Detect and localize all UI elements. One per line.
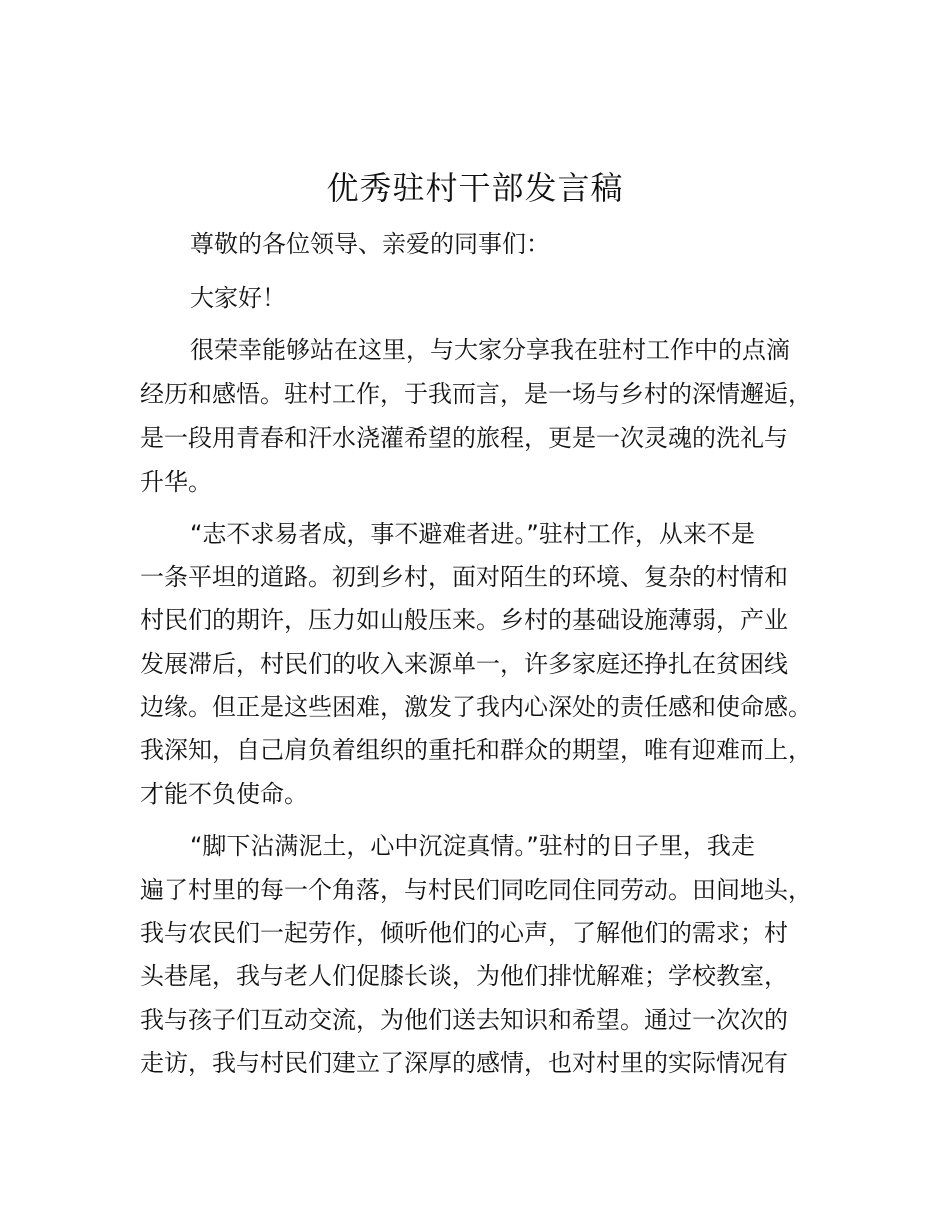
document-title: 优秀驻村干部发言稿 xyxy=(326,169,624,207)
paragraph-1-line-3: 是一段用青春和汗水浇灌希望的旅程，更是一次灵魂的洗礼与 xyxy=(140,424,788,452)
paragraph-3-line-3: 我与农民们一起劳作，倾听他们的心声，了解他们的需求；村 xyxy=(140,919,788,947)
paragraph-3-line-4: 头巷尾，我与老人们促膝长谈，为他们排忧解难；学校教室， xyxy=(140,962,788,990)
paragraph-2-line-7: 才能不负使命。 xyxy=(140,780,308,808)
paragraph-2-line-2: 一条平坦的道路。初到乡村，面对陌生的环境、复杂的村情和 xyxy=(140,563,788,591)
paragraph-3-line-1: “脚下沾满泥土，心中沉淀真情。”驻村的日子里，我走 xyxy=(190,832,755,860)
salutation-line: 尊敬的各位领导、亲爱的同事们： xyxy=(190,230,550,258)
paragraph-1-line-1: 很荣幸能够站在这里，与大家分享我在驻村工作中的点滴 xyxy=(190,336,790,364)
paragraph-3-line-6: 走访，我与村民们建立了深厚的感情，也对村里的实际情况有 xyxy=(140,1049,788,1077)
paragraph-1-line-2: 经历和感悟。驻村工作，于我而言，是一场与乡村的深情邂逅， xyxy=(140,380,812,408)
paragraph-1-line-4: 升华。 xyxy=(140,468,212,496)
paragraph-2-line-3: 村民们的期许，压力如山般压来。乡村的基础设施薄弱，产业 xyxy=(140,606,788,634)
paragraph-3-line-5: 我与孩子们互动交流，为他们送去知识和希望。通过一次次的 xyxy=(140,1006,788,1034)
paragraph-3-line-2: 遍了村里的每一个角落，与村民们同吃同住同劳动。田间地头， xyxy=(140,876,812,904)
paragraph-2-line-1: “志不求易者成，事不避难者进。”驻村工作，从来不是 xyxy=(190,520,755,548)
greeting-line: 大家好！ xyxy=(190,284,286,312)
paragraph-2-line-4: 发展滞后，村民们的收入来源单一，许多家庭还挣扎在贫困线 xyxy=(140,650,788,678)
paragraph-2-line-5: 边缘。但正是这些困难，激发了我内心深处的责任感和使命感。 xyxy=(140,693,812,721)
paragraph-2-line-6: 我深知，自己肩负着组织的重托和群众的期望，唯有迎难而上， xyxy=(140,736,812,764)
